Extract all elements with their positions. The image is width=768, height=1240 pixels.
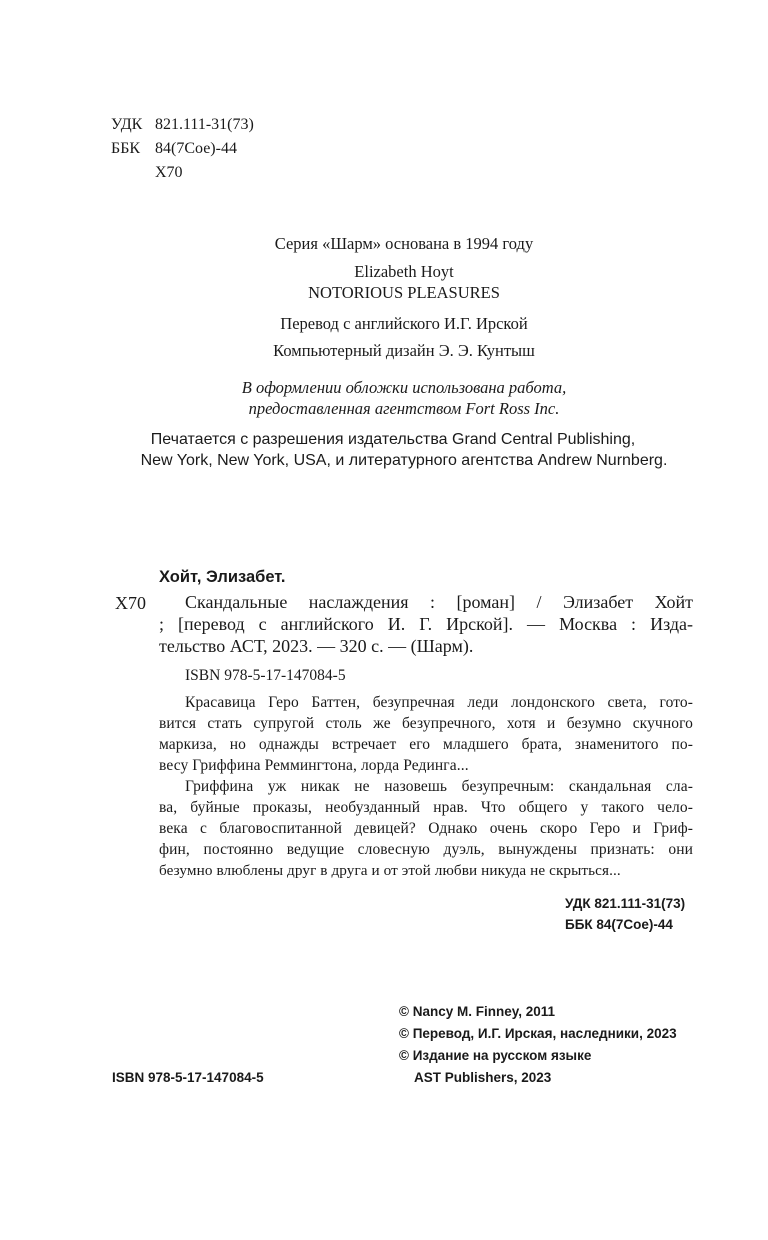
original-title: NOTORIOUS PLEASURES — [308, 283, 500, 302]
permission-line-1: Печатается с разрешения издательства Grand Central Publishing, — [150, 431, 636, 448]
design-line: Компьютерный дизайн Э. Э. Кунтыш — [273, 341, 535, 360]
permission-line-2: New York, New York, USA, и литературного агентства Andrew Nurnberg. — [140, 452, 668, 469]
udk-row — [111, 113, 254, 137]
classification-codes — [111, 113, 254, 185]
annotation-bbk: ББК 84(7Сое)-44 — [565, 917, 673, 932]
annotation-line: ва, буйные проказы, необузданный нрав. Что общего у такого чело- — [159, 799, 693, 816]
series-line: Серия «Шарм» основана в 1994 году — [274, 234, 534, 253]
annotation-udk: УДК 821.111-31(73) — [565, 896, 686, 911]
copyright-line-3: © Издание на русском языке — [399, 1048, 592, 1063]
bbk-label: ББК — [111, 140, 141, 157]
annotation-line: фин, постоянно ведущие словесную дуэль, вынуждены признать: они — [159, 841, 693, 858]
annotation-line: маркиза, но однажды встречает его младшего брата, знаменитого по- — [159, 736, 693, 753]
annotation-line: безумно влюблены друг в друга и от этой любви никуда не скрыться... — [159, 862, 621, 879]
bib-line-2: ; [перевод с английского И. Г. Ирской]. — Москва : Изда- — [159, 614, 693, 634]
bib-isbn: ISBN 978-5-17-147084-5 — [185, 667, 346, 684]
bib-heading: Хойт, Элизабет. — [159, 568, 286, 586]
annotation-line: вится стать супругой столь же безупречного, хотя и безумно скучного — [159, 715, 693, 732]
bib-sign: Х70 — [115, 593, 146, 613]
bbk-row — [111, 137, 254, 161]
bbk-code: 84(7Сое)-44 — [155, 140, 237, 157]
copyright-line-1: © Nancy M. Finney, 2011 — [399, 1004, 556, 1019]
udk-label: УДК — [111, 116, 143, 133]
cover-note-line-1: В оформлении обложки использована работа, — [241, 378, 567, 397]
author-sign: Х70 — [155, 164, 183, 181]
annotation-line: Красавица Геро Баттен, безупречная леди лондонского света, гото- — [185, 694, 693, 711]
copyright-line-2: © Перевод, И.Г. Ирская, наследники, 2023 — [399, 1026, 677, 1041]
udk-code: 821.111-31(73) — [155, 116, 254, 133]
translation-line: Перевод с английского И.Г. Ирской — [280, 314, 528, 333]
annotation-line: Гриффина уж никак не назовешь безупречным: скандальная сла- — [185, 778, 693, 795]
original-author: Elizabeth Hoyt — [354, 262, 454, 281]
copyright-line-4: AST Publishers, 2023 — [414, 1070, 552, 1085]
bottom-isbn: ISBN 978-5-17-147084-5 — [112, 1070, 264, 1085]
annotation-line: весу Гриффина Реммингтона, лорда Рединга... — [159, 757, 469, 774]
author-sign-row — [111, 161, 254, 185]
annotation-line: века с благовоспитанной девицей? Однако очень скоро Геро и Гриф- — [159, 820, 693, 837]
bib-line-3: тельство АСТ, 2023. — 320 с. — (Шарм). — [159, 636, 474, 656]
bib-line-1: Скандальные наслаждения : [роман] / Элизабет Хойт — [185, 592, 693, 612]
cover-note-line-2: предоставленная агентством Fort Ross Inc. — [248, 399, 560, 418]
